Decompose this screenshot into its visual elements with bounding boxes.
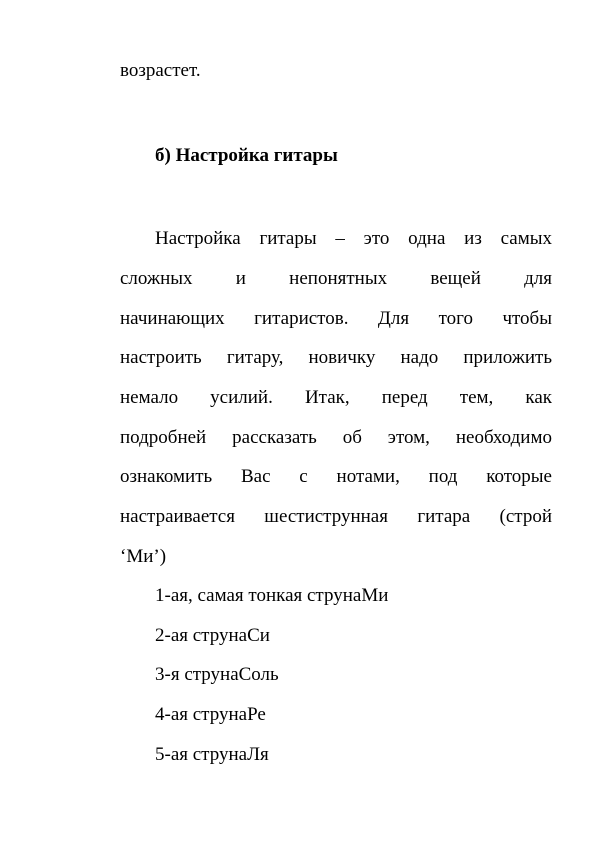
paragraph-line: начинающих гитаристов. Для того чтобы bbox=[120, 308, 552, 329]
paragraph-line: ознакомить Вас с нотами, под которые bbox=[120, 466, 552, 487]
list-item: 2-ая струнаСи bbox=[155, 625, 270, 646]
paragraph-line: Настройка гитары – это одна из самых bbox=[155, 228, 552, 249]
list-item: 5-ая струнаЛя bbox=[155, 744, 269, 765]
paragraph-line: подробней рассказать об этом, необходимо bbox=[120, 427, 552, 448]
section-heading: б) Настройка гитары bbox=[155, 145, 338, 166]
list-item: 3-я струнаСоль bbox=[155, 664, 279, 685]
paragraph-line: настраивается шестиструнная гитара (строй bbox=[120, 506, 552, 527]
paragraph-line: ‘Ми’) bbox=[120, 546, 167, 567]
paragraph-line: настроить гитару, новичку надо приложить bbox=[120, 347, 552, 368]
list-item: 4-ая струнаРе bbox=[155, 704, 266, 725]
continuation-text: возрастет. bbox=[120, 60, 201, 81]
list-item: 1-ая, самая тонкая струнаМи bbox=[155, 585, 389, 606]
paragraph-line: немало усилий. Итак, перед тем, как bbox=[120, 387, 552, 408]
paragraph-line: сложных и непонятных вещей для bbox=[120, 268, 552, 289]
